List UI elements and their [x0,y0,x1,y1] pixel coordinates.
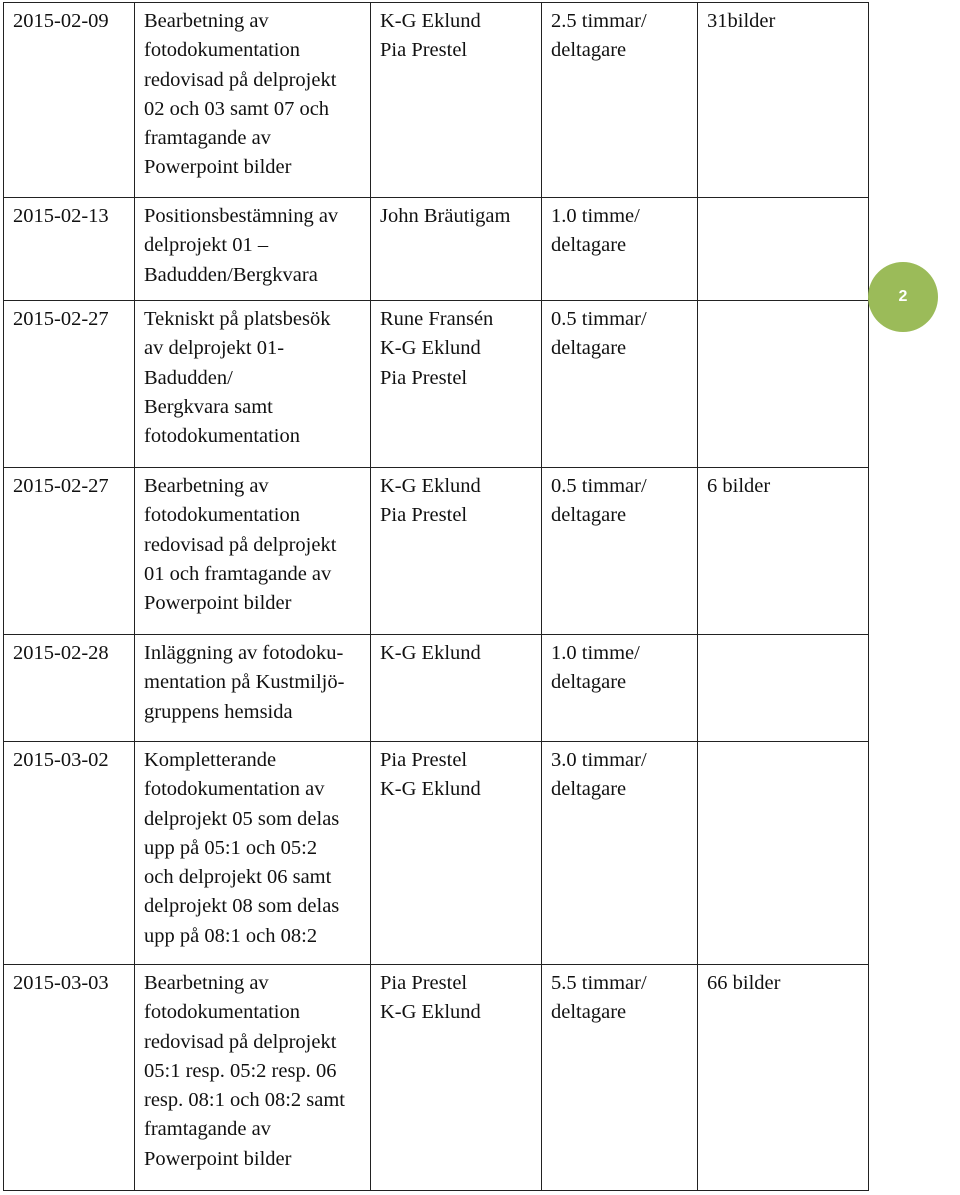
images-cell [698,635,869,742]
images-cell: 31bilder [698,3,869,198]
table-row [4,3,869,198]
images-cell [698,198,869,301]
date-cell: 2015-02-09 [4,3,135,198]
activity-cell: Inläggning av fotodoku- mentation på Kustmiljö- gruppens hemsida [135,635,371,742]
date-cell: 2015-02-13 [4,198,135,301]
table-row [4,742,869,965]
activity-cell: Kompletterande fotodokumentation av delprojekt 05 som delas upp på 05:1 och 05:2 och delprojekt 06 samt delprojekt 08 som delas upp på 08:1 och 08:2 [135,742,371,965]
date-cell: 2015-03-03 [4,965,135,1191]
date-cell: 2015-03-02 [4,742,135,965]
activity-cell: Bearbetning av fotodokumentation redovisad på delprojekt 01 och framtagande av Powerpoint bilder [135,468,371,635]
time-cell: 3.0 timmar/ deltagare [542,742,698,965]
activity-cell: Bearbetning av fotodokumentation redovisad på delprojekt 05:1 resp. 05:2 resp. 06 resp. 08:1 och 08:2 samt framtagande av Powerpoint bilder [135,965,371,1191]
table-row [4,965,869,1191]
table-row [4,198,869,301]
table-row [4,301,869,468]
activity-cell: Positionsbestämning av delprojekt 01 – Badudden/Bergkvara [135,198,371,301]
activity-cell: Bearbetning av fotodokumentation redovisad på delprojekt 02 och 03 samt 07 och framtagande av Powerpoint bilder [135,3,371,198]
images-cell: 6 bilder [698,468,869,635]
persons-cell: John Bräutigam [371,198,542,301]
page-number-badge: 2 [868,262,938,332]
persons-cell: K-G Eklund [371,635,542,742]
time-cell: 1.0 timme/ deltagare [542,198,698,301]
persons-cell: Rune Fransén K-G Eklund Pia Prestel [371,301,542,468]
table-row [4,468,869,635]
time-cell: 5.5 timmar/ deltagare [542,965,698,1191]
persons-cell: K-G Eklund Pia Prestel [371,3,542,198]
images-cell: 66 bilder [698,965,869,1191]
activity-cell: Tekniskt på platsbesök av delprojekt 01- Badudden/ Bergkvara samt fotodokumentation [135,301,371,468]
time-cell: 0.5 timmar/ deltagare [542,301,698,468]
activity-log-table [3,2,869,1191]
time-cell: 1.0 timme/ deltagare [542,635,698,742]
table-row [4,635,869,742]
date-cell: 2015-02-27 [4,468,135,635]
images-cell [698,301,869,468]
time-cell: 0.5 timmar/ deltagare [542,468,698,635]
date-cell: 2015-02-27 [4,301,135,468]
persons-cell: Pia Prestel K-G Eklund [371,742,542,965]
activity-log-body [4,3,869,1191]
date-cell: 2015-02-28 [4,635,135,742]
persons-cell: K-G Eklund Pia Prestel [371,468,542,635]
time-cell: 2.5 timmar/ deltagare [542,3,698,198]
images-cell [698,742,869,965]
persons-cell: Pia Prestel K-G Eklund [371,965,542,1191]
